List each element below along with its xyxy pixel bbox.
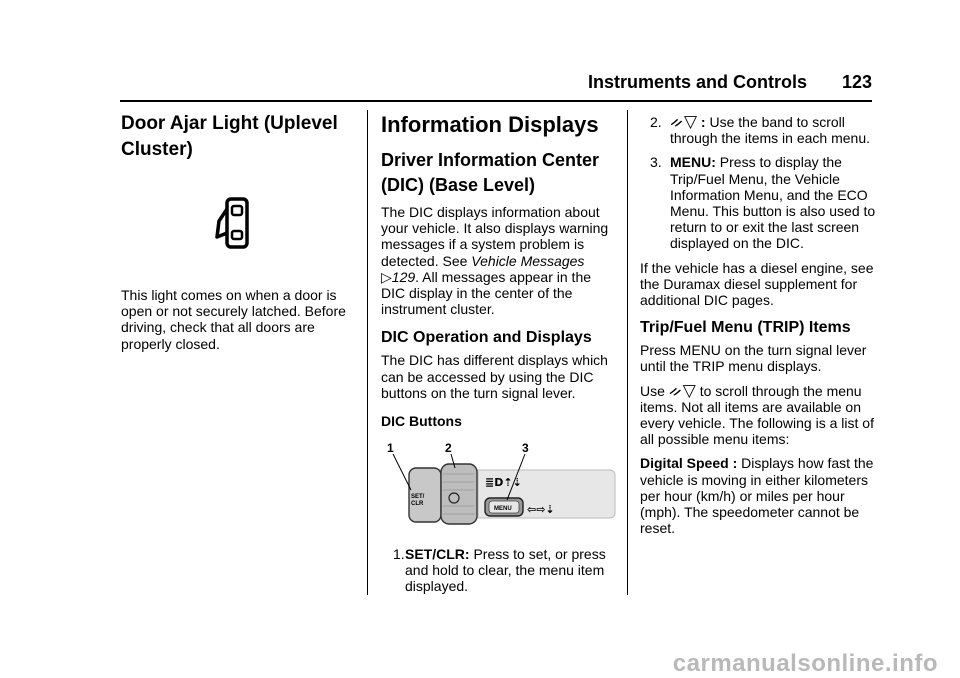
callout-2: 2 [445,442,452,456]
digital-speed-paragraph [640,455,876,536]
svg-text:≣D⇡⇣: ≣D⇡⇣ [485,476,522,490]
dic-operation-paragraph: The DIC has different displays which can be accessed by using the DIC buttons on the turn signal lever. [381,352,608,401]
dic-operation-heading: DIC Operation and Displays [381,329,592,347]
column-divider-2 [627,110,628,595]
page-header-title: Instruments and Controls [588,72,808,92]
scroll-down-icon: ▽ [683,112,698,132]
band-text: Use the band to scroll through the items in each menu. [670,114,871,147]
callout-3: 3 [522,442,529,456]
column-1 [121,110,357,352]
use-scroll-text: to scroll through the menu items. Not all items are available on every vehicle. The following is a list of all possible menu items: [640,382,874,448]
list-item-menu [640,154,876,251]
dic-base-heading: Driver Information Center (DIC) (Base Level) [381,150,600,195]
page-ref-arrow-icon: ▷ [381,268,392,285]
dic-buttons-figure [381,442,617,534]
list-item-number: 2. [650,114,662,130]
scroll-up-icon: ᨀ [668,380,683,401]
dic-intro-tail: . All messages appear in the DIC display in the center of the instrument cluster. [381,268,592,318]
svg-text:CLR: CLR [411,501,424,508]
scroll-down-icon: ▽ [682,380,696,401]
band-label: : [700,114,706,130]
list-item-number: 1. [393,546,405,563]
dic-intro-paragraph [381,204,617,317]
door-ajar-heading: Door Ajar Light (Uplevel Cluster) [121,113,338,160]
column-3 [640,114,876,536]
watermark: carmanualsonline.info [672,650,938,677]
page-number: 123 [842,72,873,92]
menu-label: MENU: [670,154,716,171]
column-divider-1 [367,110,368,595]
list-item-number: 3. [650,154,662,171]
vehicle-messages-page-ref[interactable]: 129 [391,268,416,285]
use-scroll-paragraph [640,380,876,448]
svg-text:⇦⇨⇣: ⇦⇨⇣ [527,503,555,517]
trip-fuel-heading: Trip/Fuel Menu (TRIP) Items [640,319,851,337]
list-item-set-clr [381,546,617,595]
door-ajar-icon [209,195,259,253]
dic-intro-text: The DIC displays information about your vehicle. It also displays warning messages if a system problem is detected. See [381,204,609,269]
menu-button-label: MENU [494,506,512,513]
digital-speed-label: Digital Speed : [640,455,738,472]
scroll-up-icon: ᨀ [670,112,684,132]
set-clr-text: Press to set, or press and hold to clear, the menu item displayed. [405,546,606,595]
list-item-band [640,114,876,146]
press-menu-paragraph: Press MENU on the turn signal lever until the TRIP menu displays. [640,342,867,375]
column-2 [381,110,617,595]
set-clr-label: SET/CLR: [405,546,470,563]
diesel-paragraph: If the vehicle has a diesel engine, see the Duramax diesel supplement for additional DIC pages. [640,259,874,309]
menu-text: Press to display the Trip/Fuel Menu, the Vehicle Information Menu, and the ECO Menu. This button is also used to return to or exit the last screen displayed on the DIC. [670,154,876,252]
header-rule [120,100,872,102]
information-displays-heading: Information Displays [381,112,599,137]
callout-1: 1 [387,442,394,456]
dic-buttons-label: DIC Buttons [381,413,462,430]
set-clr-button-label: SET/ [411,494,425,501]
use-text: Use [640,382,665,399]
vehicle-messages-link[interactable]: Vehicle Messages [471,252,585,269]
door-ajar-body: This light comes on when a door is open or not securely latched. Before driving, check that all doors are properly closed. [121,287,346,352]
digital-speed-text: Displays how fast the vehicle is moving in either kilometers per hour (km/h) or miles per hour (mph). The speedometer cannot be reset. [640,455,874,537]
